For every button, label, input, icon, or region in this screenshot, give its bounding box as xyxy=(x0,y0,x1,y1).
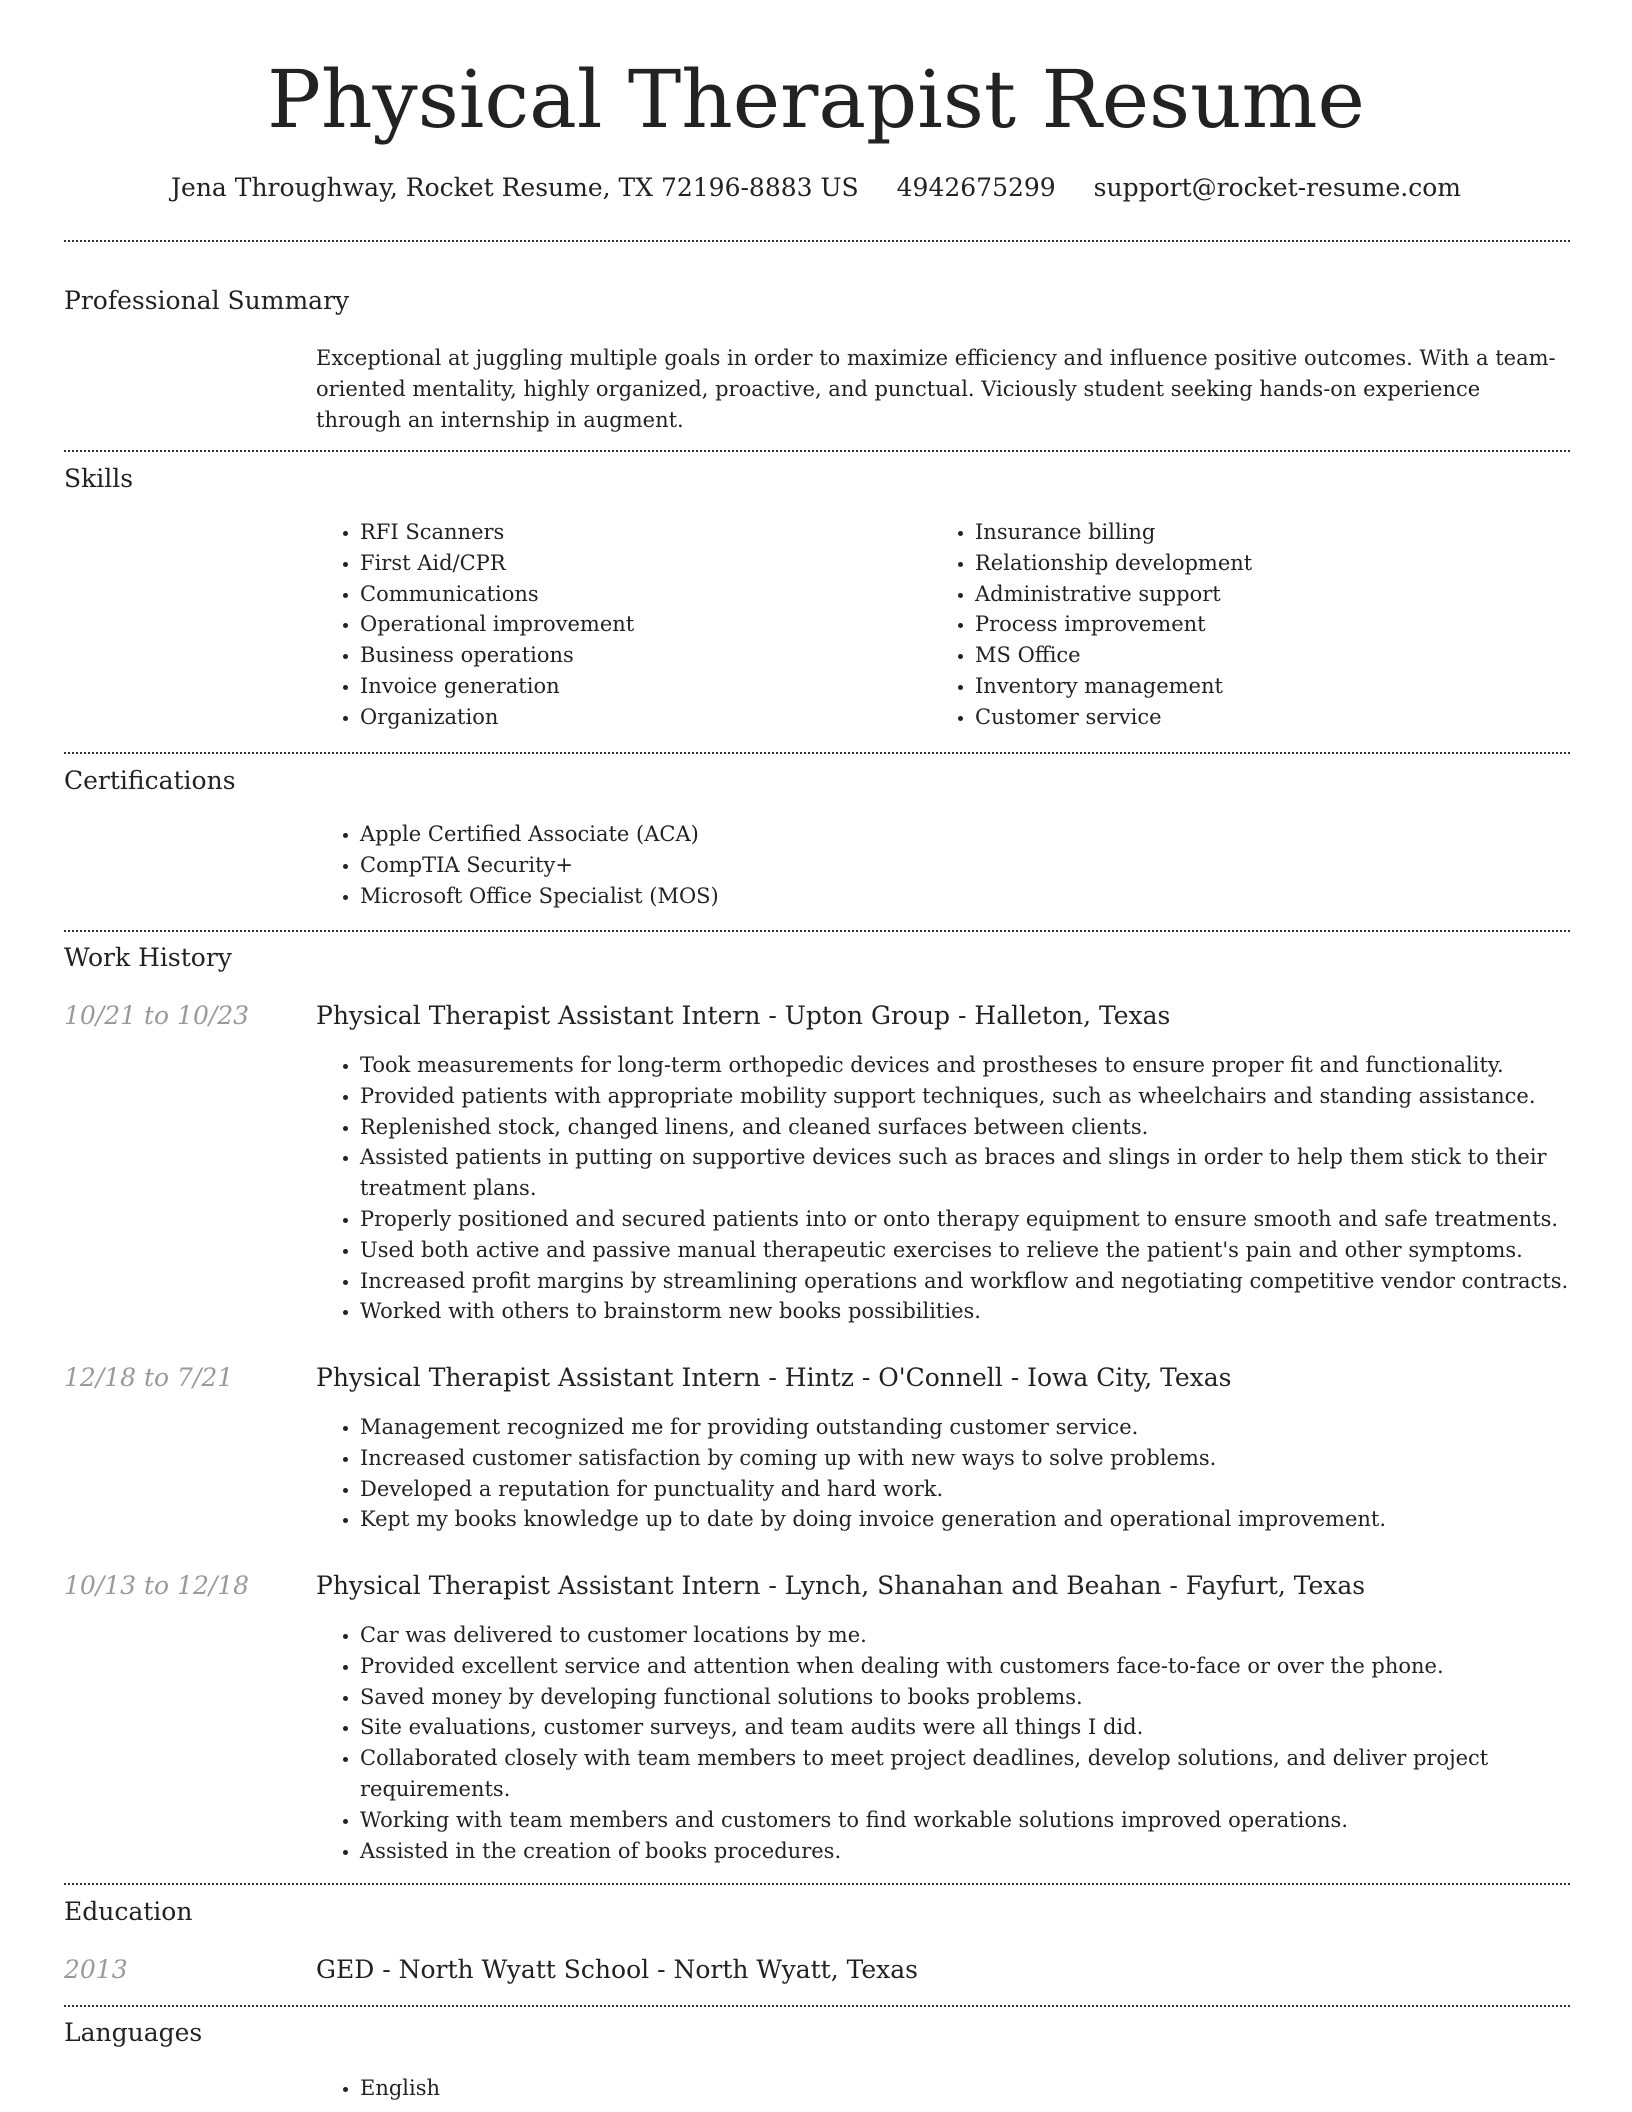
section-divider xyxy=(64,2005,1570,2007)
job-title: Physical Therapist Assistant Intern - Lynch, Shanahan and Beahan - Fayfurt, Texas xyxy=(316,1571,1366,1600)
job-bullets xyxy=(316,1050,1610,1327)
job-dates: 12/18 to 7/21 xyxy=(64,1363,234,1392)
job-bullet: • Assisted in the creation of books procedures. xyxy=(360,1836,1610,1867)
skill-item: • Business operations xyxy=(360,640,920,671)
job-bullet: • Increased profit margins by streamlining operations and workflow and negotiating competitive vendor contracts. xyxy=(360,1266,1610,1297)
certifications-list xyxy=(316,819,1560,911)
skill-item: • Process improvement xyxy=(975,609,1575,640)
job-bullet: • Properly positioned and secured patients into or onto therapy equipment to ensure smooth and safe treatments. xyxy=(360,1204,1610,1235)
section-divider xyxy=(64,752,1570,754)
summary-heading: Professional Summary xyxy=(64,286,350,315)
skill-item: • MS Office xyxy=(975,640,1575,671)
section-divider xyxy=(64,240,1570,242)
job-title: Physical Therapist Assistant Intern - Upton Group - Halleton, Texas xyxy=(316,1001,1171,1030)
contact-address: Jena Throughway, Rocket Resume, TX 72196-8883 US xyxy=(171,173,859,202)
section-divider xyxy=(64,930,1570,932)
skills-list-right xyxy=(931,517,1575,733)
skill-item: • First Aid/CPR xyxy=(360,548,920,579)
education-entry: GED - North Wyatt School - North Wyatt, Texas xyxy=(316,1955,918,1984)
skill-item: • RFI Scanners xyxy=(360,517,920,548)
job-bullet: • Assisted patients in putting on supportive devices such as braces and slings in order to help them stick to their treatment plans. xyxy=(360,1142,1610,1204)
job-bullet: • Used both active and passive manual therapeutic exercises to relieve the patient's pain and other symptoms. xyxy=(360,1235,1610,1266)
education-heading: Education xyxy=(64,1897,193,1926)
skill-item: • Inventory management xyxy=(975,671,1575,702)
skill-item: • Administrative support xyxy=(975,579,1575,610)
job-bullet: • Saved money by developing functional solutions to books problems. xyxy=(360,1682,1610,1713)
skills-heading: Skills xyxy=(64,464,134,493)
job-bullet: • Management recognized me for providing outstanding customer service. xyxy=(360,1412,1610,1443)
job-bullet: • Developed a reputation for punctuality and hard work. xyxy=(360,1474,1610,1505)
job-bullet: • Worked with others to brainstorm new books possibilities. xyxy=(360,1296,1610,1327)
job-dates: 10/13 to 12/18 xyxy=(64,1571,250,1600)
job-bullet: • Site evaluations, customer surveys, and team audits were all things I did. xyxy=(360,1712,1610,1743)
languages-list xyxy=(316,2073,960,2104)
skill-item: • Insurance billing xyxy=(975,517,1575,548)
skill-item: • Invoice generation xyxy=(360,671,920,702)
language-item: • English xyxy=(360,2073,960,2104)
skill-item: • Relationship development xyxy=(975,548,1575,579)
skill-item: • Operational improvement xyxy=(360,609,920,640)
certifications-heading: Certifications xyxy=(64,766,236,795)
skills-list-left xyxy=(316,517,920,733)
contact-line xyxy=(0,170,1632,206)
job-bullet: • Replenished stock, changed linens, and cleaned surfaces between clients. xyxy=(360,1112,1610,1143)
job-bullets xyxy=(316,1412,1610,1535)
resume-title: Physical Therapist Resume xyxy=(267,53,1365,146)
skill-item: • Customer service xyxy=(975,702,1575,733)
job-bullet: • Provided excellent service and attention when dealing with customers face-to-face or over the phone. xyxy=(360,1651,1610,1682)
section-divider xyxy=(64,450,1570,452)
job-bullet: • Provided patients with appropriate mobility support techniques, such as wheelchairs and standing assistance. xyxy=(360,1081,1610,1112)
certification-item: • Apple Certified Associate (ACA) xyxy=(360,819,1560,850)
certification-item: • CompTIA Security+ xyxy=(360,850,1560,881)
job-bullet: • Collaborated closely with team members to meet project deadlines, develop solutions, and deliver project requirements. xyxy=(360,1743,1610,1805)
job-bullet: • Kept my books knowledge up to date by doing invoice generation and operational improvement. xyxy=(360,1504,1610,1535)
languages-heading: Languages xyxy=(64,2018,203,2047)
job-bullet: • Working with team members and customers to find workable solutions improved operations. xyxy=(360,1805,1610,1836)
job-title: Physical Therapist Assistant Intern - Hintz - O'Connell - Iowa City, Texas xyxy=(316,1363,1232,1392)
summary-text: Exceptional at juggling multiple goals in order to maximize efficiency and influence positive outcomes. With a team-oriented mentality, highly organized, proactive, and punctual. Viciously student seeking hands-on experience through an internship in augment. xyxy=(316,346,1556,432)
skill-item: • Organization xyxy=(360,702,920,733)
contact-phone: 4942675299 xyxy=(896,173,1056,202)
contact-email: support@rocket-resume.com xyxy=(1093,173,1461,202)
work-history-heading: Work History xyxy=(64,943,232,972)
section-divider xyxy=(64,1883,1570,1885)
skill-item: • Communications xyxy=(360,579,920,610)
job-bullet: • Car was delivered to customer locations by me. xyxy=(360,1620,1610,1651)
job-bullet: • Took measurements for long-term orthopedic devices and prostheses to ensure proper fit and functionality. xyxy=(360,1050,1610,1081)
certification-item: • Microsoft Office Specialist (MOS) xyxy=(360,881,1560,912)
job-dates: 10/21 to 10/23 xyxy=(64,1001,250,1030)
job-bullet: • Increased customer satisfaction by coming up with new ways to solve problems. xyxy=(360,1443,1610,1474)
job-bullets xyxy=(316,1620,1610,1866)
education-date: 2013 xyxy=(64,1955,128,1984)
